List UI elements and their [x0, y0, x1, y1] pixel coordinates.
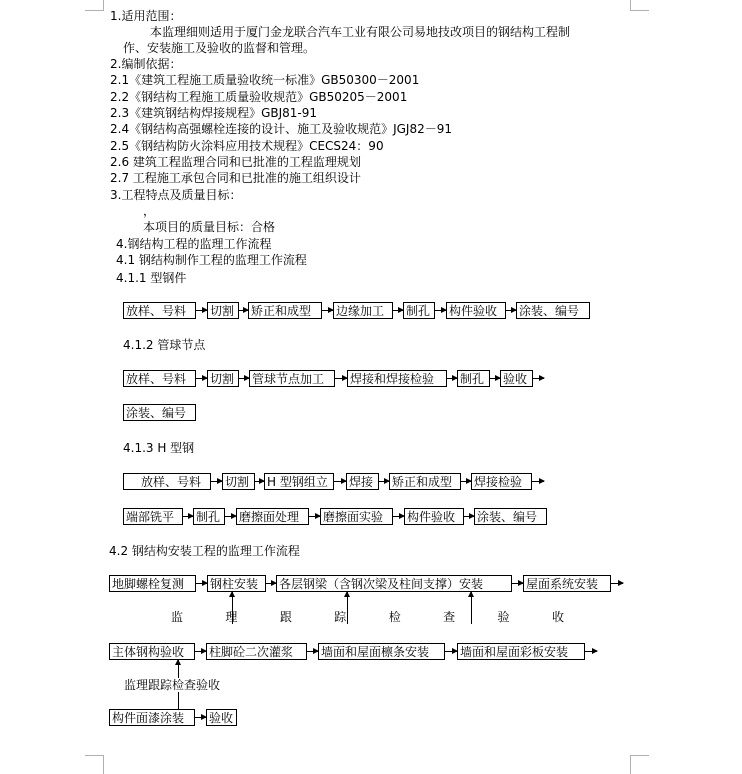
flow-box: 构件面漆涂装: [109, 709, 195, 726]
flow-arrow: [393, 516, 404, 517]
inspect-char: 理: [225, 610, 238, 624]
flow-box: 制孔: [457, 370, 490, 387]
flow-arrow: [255, 481, 264, 482]
flow-box: 端部铣平: [123, 508, 183, 525]
flow-arrow: [490, 378, 500, 379]
flow-box: 各层钢梁（含钢次梁及柱间支撑）安装: [276, 575, 512, 592]
flow-box: 构件验收: [404, 508, 464, 525]
flow-arrow: [461, 481, 471, 482]
flow-box: 验收: [206, 709, 237, 726]
flow-box: 磨擦面处理: [236, 508, 309, 525]
flow-arrow: [335, 378, 347, 379]
flow-box: 涂装、编号: [474, 508, 547, 525]
flow-arrow: [445, 651, 457, 652]
crop-mark-top-left: [85, 0, 104, 11]
section-2-6: 2.6 建筑工程监理合同和已批准的工程监理规划: [110, 155, 361, 169]
flow-arrow: [239, 378, 249, 379]
section-4-1-2-heading: 4.1.2 管球节点: [123, 338, 206, 352]
section-4-1-1-heading: 4.1.1 型钢件: [116, 271, 187, 285]
flow-box: 钢柱安装: [207, 575, 266, 592]
flow-box: 验收: [500, 370, 533, 387]
flow-box: 柱脚砼二次灌浆: [206, 643, 307, 660]
flow-arrow: [195, 717, 206, 718]
section-2-heading: 2.编制依据：: [110, 57, 182, 71]
flow-box: 涂装、编号: [516, 302, 590, 319]
inspect-char: 检: [388, 610, 401, 624]
flow-box: 矫正和成型: [248, 302, 322, 319]
flow-arrow: [195, 651, 206, 652]
section-2-2: 2.2《钢结构工程施工质量验收规范》GB50205－2001: [110, 90, 408, 104]
crop-mark-top-right: [630, 0, 649, 11]
flow-arrow: [533, 378, 544, 379]
flow-box: H 型钢组立: [264, 473, 334, 490]
section-2-5: 2.5《钢结构防火涂料应用技术规程》CECS24：90: [110, 139, 384, 153]
flow-box: 放样、号料: [123, 473, 211, 490]
flow-arrow: [435, 310, 446, 311]
flow-box: 焊接和焊接检验: [347, 370, 447, 387]
flow-arrow: [196, 310, 207, 311]
flow-box: 磨擦面实验: [320, 508, 393, 525]
flow-box: 构件验收: [446, 302, 506, 319]
section-2-3: 2.3《建筑钢结构焊接规程》GBJ81-91: [110, 106, 318, 120]
flow-box: 主体钢构验收: [109, 643, 195, 660]
flow-box: 焊接检验: [471, 473, 532, 490]
section-3-heading: 3.工程特点及质量目标：: [110, 188, 242, 202]
flow-box: 矫正和成型: [389, 473, 461, 490]
flow-box: 切割: [207, 302, 239, 319]
inspection-label: 监理跟踪检查验收: [124, 678, 221, 692]
inspection-label-spaced: [171, 610, 564, 624]
flow-box: 制孔: [403, 302, 435, 319]
flow-box: 墙面和屋面彩板安装: [457, 643, 585, 660]
flow-arrow: [464, 516, 474, 517]
flow-arrow: [183, 516, 193, 517]
flow-arrow: [322, 310, 333, 311]
flow-arrow: [309, 516, 320, 517]
crop-mark-bottom-left: [85, 755, 104, 774]
section-1-paragraph-1: 本监理细则适用于厦门金龙联合汽车工业有限公司易地技改项目的钢结构工程制: [150, 25, 571, 39]
flow-arrow: [334, 481, 346, 482]
flow-arrow: [266, 583, 276, 584]
flow-box: 焊接: [346, 473, 379, 490]
section-2-7: 2.7 工程施工承包合同和已批准的施工组织设计: [110, 171, 361, 185]
section-4-1-3-heading: 4.1.3 H 型钢: [123, 441, 195, 455]
section-3-quality-goal: 本项目的质量目标：合格: [143, 220, 276, 234]
flow-arrow: [532, 481, 544, 482]
flow-box: 墙面和屋面檩条安装: [318, 643, 445, 660]
flow-arrow: [196, 583, 207, 584]
section-2-4: 2.4《钢结构高强螺栓连接的设计、施工及验收规范》JGJ82－91: [110, 122, 453, 136]
flow-arrow: [393, 310, 403, 311]
flow-box: 边缘加工: [333, 302, 393, 319]
inspect-char: 收: [551, 610, 564, 624]
inspect-char: 踪: [334, 610, 347, 624]
flow-arrow: [585, 651, 597, 652]
flow-arrow: [196, 378, 207, 379]
flow-box: 放样、号料: [123, 302, 196, 319]
section-4-1-heading: 4.1 钢结构制作工程的监理工作流程: [116, 253, 307, 267]
section-4-2-heading: 4.2 钢结构安装工程的监理工作流程: [109, 544, 300, 558]
inspect-char: 查: [443, 610, 456, 624]
section-2-1: 2.1《建筑工程施工质量验收统一标准》GB50300－2001: [110, 73, 420, 87]
inspect-char: 跟: [279, 610, 292, 624]
flow-arrow: [307, 651, 318, 652]
flow-box: 切割: [222, 473, 255, 490]
flow-arrow: [611, 583, 623, 584]
section-3-comma: ，: [143, 204, 156, 218]
flow-arrow: [379, 481, 389, 482]
flow-arrow: [225, 516, 236, 517]
flow-arrow: [506, 310, 516, 311]
flow-box: 地脚螺栓复测: [109, 575, 196, 592]
flow-box: 涂装、编号: [123, 404, 196, 421]
flow-box: 屋面系统安装: [523, 575, 611, 592]
flow-arrow: [447, 378, 457, 379]
crop-mark-bottom-right: [630, 755, 649, 774]
flow-box: 放样、号料: [123, 370, 196, 387]
flow-arrow: [512, 583, 523, 584]
flow-box: 管球节点加工: [249, 370, 335, 387]
flow-arrow: [239, 310, 248, 311]
inspect-char: 监: [171, 610, 184, 624]
flow-arrow: [211, 481, 222, 482]
section-4-heading: 4.钢结构工程的监理工作流程: [116, 237, 272, 251]
flow-box: 制孔: [193, 508, 225, 525]
section-1-paragraph-2: 作、安装施工及验收的监督和管理。: [123, 41, 316, 55]
flow-box: 切割: [207, 370, 239, 387]
section-1-heading: 1.适用范围：: [110, 9, 182, 23]
inspect-char: 验: [497, 610, 510, 624]
